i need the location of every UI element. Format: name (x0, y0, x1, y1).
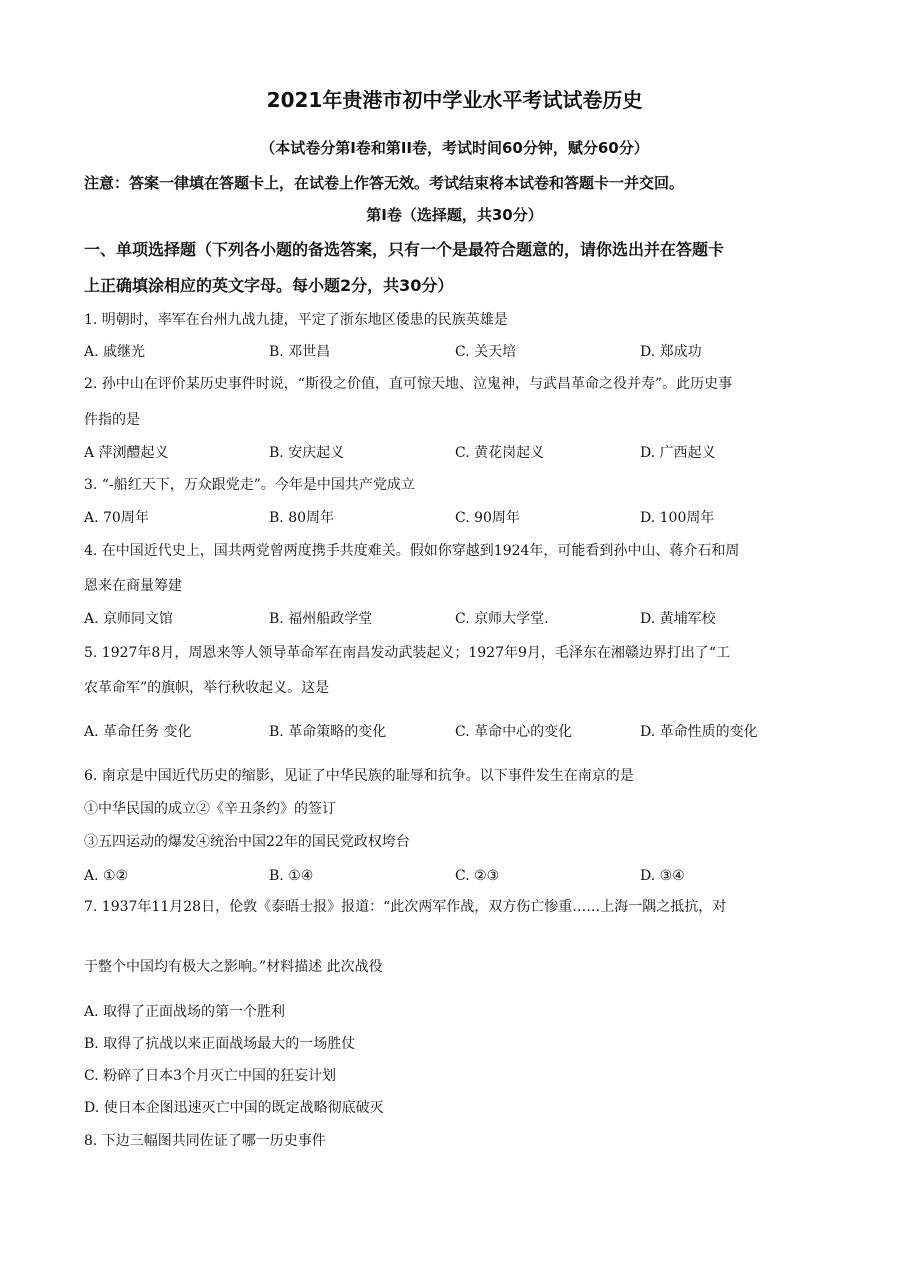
exam-title: 2021年贵港市初中学业水平考试试卷历史 (266, 88, 643, 112)
question-3-option-b: B. 80周年 (269, 510, 335, 526)
question-7-option-c: C. 粉碎了日本3个月灭亡中国的狂妄计划 (84, 1068, 337, 1084)
part1-header: 第Ⅰ卷（选择题，共30分） (366, 206, 543, 224)
question-6-stem: 6. 南京是中国近代历史的缩影，见证了中华民族的耻辱和抗争。以下事件发生在南京的是 (84, 768, 634, 784)
question-1-option-d: D. 郑成功 (640, 344, 702, 360)
question-4-option-c: C. 京师大学堂. (455, 611, 549, 627)
question-1-option-b: B. 邓世昌 (269, 344, 331, 360)
question-7-stem-line2: 于整个中国均有极大之影响。”材料描述 此次战役 (84, 959, 383, 975)
question-5-stem-line2: 农革命军”的旗帜，举行秋收起义。这是 (84, 680, 330, 696)
question-8-stem: 8. 下边三幅图共同佐证了哪一历史事件 (84, 1133, 326, 1149)
question-4-stem-line1: 4. 在中国近代史上，国共两党曾两度携手共度难关。假如你穿越到1924年，可能看到孙中山、蒋介石和周 (84, 543, 740, 559)
question-5-option-d: D. 革命性质的变化 (640, 724, 758, 740)
question-2-option-d: D. 广西起义 (640, 445, 716, 461)
question-6-option-c: C. ②③ (455, 868, 500, 884)
question-6-option-a: A. ①② (84, 868, 129, 884)
question-1-option-a: A. 戚继光 (84, 344, 146, 360)
question-2-option-b: B. 安庆起义 (269, 445, 345, 461)
question-5-option-a: A. 革命任务 变化 (84, 724, 192, 740)
question-2-option-a: A 萍浏醴起义 (84, 445, 169, 461)
question-3-option-a: A. 70周年 (84, 510, 149, 526)
exam-subtitle: （本试卷分第Ⅰ卷和第II卷，考试时间60分钟，赋分60分） (260, 139, 649, 157)
question-7-option-d: D. 使日本企图迅速灭亡中国的既定战略彻底破灭 (84, 1100, 384, 1116)
question-1-option-c: C. 关天培 (455, 344, 517, 360)
question-3-stem: 3. “-船红天下，万众跟党走”。今年是中国共产党成立 (84, 477, 415, 493)
question-3-option-c: C. 90周年 (455, 510, 520, 526)
question-6-item-line2: ③五四运动的爆发④统治中国22年的国民党政权垮台 (84, 834, 410, 850)
question-5-option-b: B. 革命策略的变化 (269, 724, 387, 740)
section1-heading-line1: 一、单项选择题（下列各小题的备选答案，只有一个是最符合题意的，请你选出并在答题卡 (84, 240, 725, 259)
question-7-option-b: B. 取得了抗战以来正面战场最大的一场胜仗 (84, 1036, 356, 1052)
exam-notice: 注意：答案一律填在答题卡上，在试卷上作答无效。考试结束将本试卷和答题卡一并交回。 (84, 174, 685, 192)
question-4-option-b: B. 福州船政学堂 (269, 611, 373, 627)
question-2-stem-line1: 2. 孙中山在评价某历史事件时说，“斯役之价值，直可惊天地、泣鬼神，与武昌革命之役并寿”。此历史事 (84, 376, 733, 392)
question-4-stem-line2: 恩来在商量筹建 (84, 578, 182, 594)
question-1-stem: 1. 明朝时，率军在台州九战九捷，平定了浙东地区倭患的民族英雄是 (84, 312, 508, 328)
question-2-stem-line2: 件指的是 (84, 412, 140, 428)
question-7-option-a: A. 取得了正面战场的第一个胜利 (84, 1004, 286, 1020)
question-3-option-d: D. 100周年 (640, 510, 715, 526)
question-7-stem-line1: 7. 1937年11月28日，伦敦《泰晤士报》报道：“此次两军作战，双方伤亡惨重……上海一隅之抵抗，对 (84, 899, 727, 915)
question-6-option-b: B. ①④ (269, 868, 314, 884)
question-4-option-d: D. 黄埔军校 (640, 611, 716, 627)
question-5-option-c: C. 革命中心的变化 (455, 724, 573, 740)
question-6-item-line1: ①中华民国的成立②《辛丑条约》的签订 (84, 801, 336, 817)
question-4-option-a: A. 京师同文馆 (84, 611, 174, 627)
section1-heading-line2: 上正确填涂相应的英文字母。每小题2分，共30分） (84, 276, 454, 295)
question-6-option-d: D. ③④ (640, 868, 685, 884)
question-2-option-c: C. 黄花岗起义 (455, 445, 545, 461)
question-5-stem-line1: 5. 1927年8月，周恩来等人领导革命军在南昌发动武装起义；1927年9月，毛泽东在湘赣边界打出了“工 (84, 645, 731, 661)
